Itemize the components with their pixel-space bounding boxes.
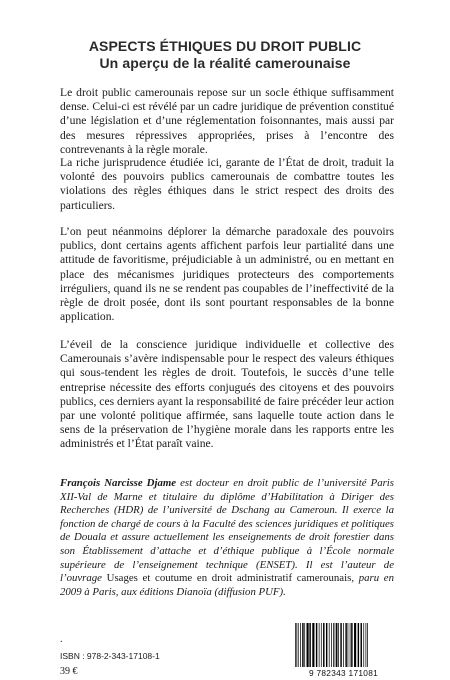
book-title: ASPECTS ÉTHIQUES DU DROIT PUBLIC xyxy=(88,38,362,54)
barcode-bar xyxy=(302,623,303,667)
barcode-bar xyxy=(366,623,367,667)
separator-dot: . xyxy=(60,634,63,645)
bio-text-2: , paru en 2009 à Paris, aux éditions Dianoïa (diffusion PUF). xyxy=(60,572,394,598)
author-name: François Narcisse Djame xyxy=(60,477,177,489)
barcode-bar xyxy=(363,623,364,667)
barcode-bar xyxy=(343,623,344,667)
barcode-bar xyxy=(323,623,324,667)
book-subtitle: Un aperçu de la réalité camerounaise xyxy=(99,55,351,71)
barcode-bar xyxy=(304,623,305,667)
barcode-bar xyxy=(361,623,362,667)
bio-text-1: est docteur en droit public de l’université Paris XII-Val de Marne et titulaire du diplôme d’Habilitation à Diriger des Recherches (HDR) de l’université de Dschang au Cameroun. Il exerce la fonction de chargé de cours à la Faculté des sciences juridiques et politiques de Douala et assure actuellement les enseignements de droit forestier dans son Établissement d’attache et d’éthique publique à l’École normale supérieure de l’enseignement technique (ENSET). Il est l’auteur de l’ouvrage xyxy=(60,477,394,585)
barcode-bar xyxy=(331,623,332,667)
barcode-bar xyxy=(338,623,339,667)
barcode-bar xyxy=(309,623,310,667)
barcode-bar xyxy=(329,623,330,667)
barcode-bar xyxy=(321,623,322,667)
barcode-number: 9 782343 171081 xyxy=(308,668,379,678)
barcode-bar xyxy=(336,623,337,667)
summary-paragraph-2: La riche jurisprudence étudiée ici, garante de l’État de droit, traduit la volonté des pouvoirs publics camerounais de combattre toutes les violations des règles éthiques dans le strict respect des droits des particuliers. xyxy=(60,156,394,212)
barcode-bar xyxy=(296,623,297,667)
barcode-bar xyxy=(345,623,346,667)
barcode-bar xyxy=(312,623,314,667)
barcode-bar xyxy=(307,623,309,667)
barcode-bar xyxy=(295,623,296,667)
bio-book-title: Usages et coutume en droit administratif camerounais xyxy=(106,572,352,585)
summary-paragraph-1: Le droit public camerounais repose sur un socle éthique suffisamment dense. Celui-ci est révélé par un cadre juridique de prévention constitué d’une législation et d’une réglementation foisonnantes, mais aussi par des mesures répressives appropriées, prises à l’encontre des contrevenants à la règle morale. xyxy=(60,86,394,156)
barcode-bar xyxy=(335,623,336,667)
barcode-bar xyxy=(351,623,352,667)
barcode-bar xyxy=(333,623,334,667)
barcode-bar xyxy=(316,623,317,667)
summary-paragraph-3: L’on peut néanmoins déplorer la démarche paradoxale des pouvoirs publics, dont certains agents affichent parfois leur partialité dans une attitude de favoritisme, préjudiciable à un administré, ou en mettant en place des mécanismes juridiques protecteurs des comportements irréguliers, quand ils ne se rendent pas coupables de l’ineffectivité de la règle de droit posée, dont ils sont pourtant responsables de la bonne application. xyxy=(60,225,394,324)
barcode-bar xyxy=(300,623,301,667)
isbn-text: ISBN : 978-2-343-17108-1 xyxy=(60,651,160,661)
price-text: 39 € xyxy=(60,666,78,677)
barcode-bar xyxy=(367,623,368,667)
barcode-bar xyxy=(340,623,341,667)
barcode-bar xyxy=(326,623,327,667)
barcode-bars xyxy=(287,621,400,668)
barcode-bar xyxy=(354,623,356,667)
barcode-bar xyxy=(350,623,351,667)
barcode xyxy=(287,621,400,680)
summary-paragraph-4: L’éveil de la conscience juridique individuelle et collective des Camerounais s’avère indispensable pour le respect des valeurs éthiques qui sous-tendent les règles de droit. Toutefois, le succès d’une telle entreprise nécessite des efforts conjugués des citoyens et des pouvoirs publics, ces derniers ayant la responsabilité de faire précéder leur action par une volonté politique affirmée, sans laquelle toute action dans le sens de la préservation de l’hygiène morale dans les rapports entre les administrés et l’État paraît vaine. xyxy=(60,338,394,451)
barcode-bar xyxy=(319,623,320,667)
author-biography xyxy=(60,477,394,599)
barcode-bar xyxy=(348,623,349,667)
barcode-bar xyxy=(358,623,359,667)
barcode-bar xyxy=(298,623,299,667)
